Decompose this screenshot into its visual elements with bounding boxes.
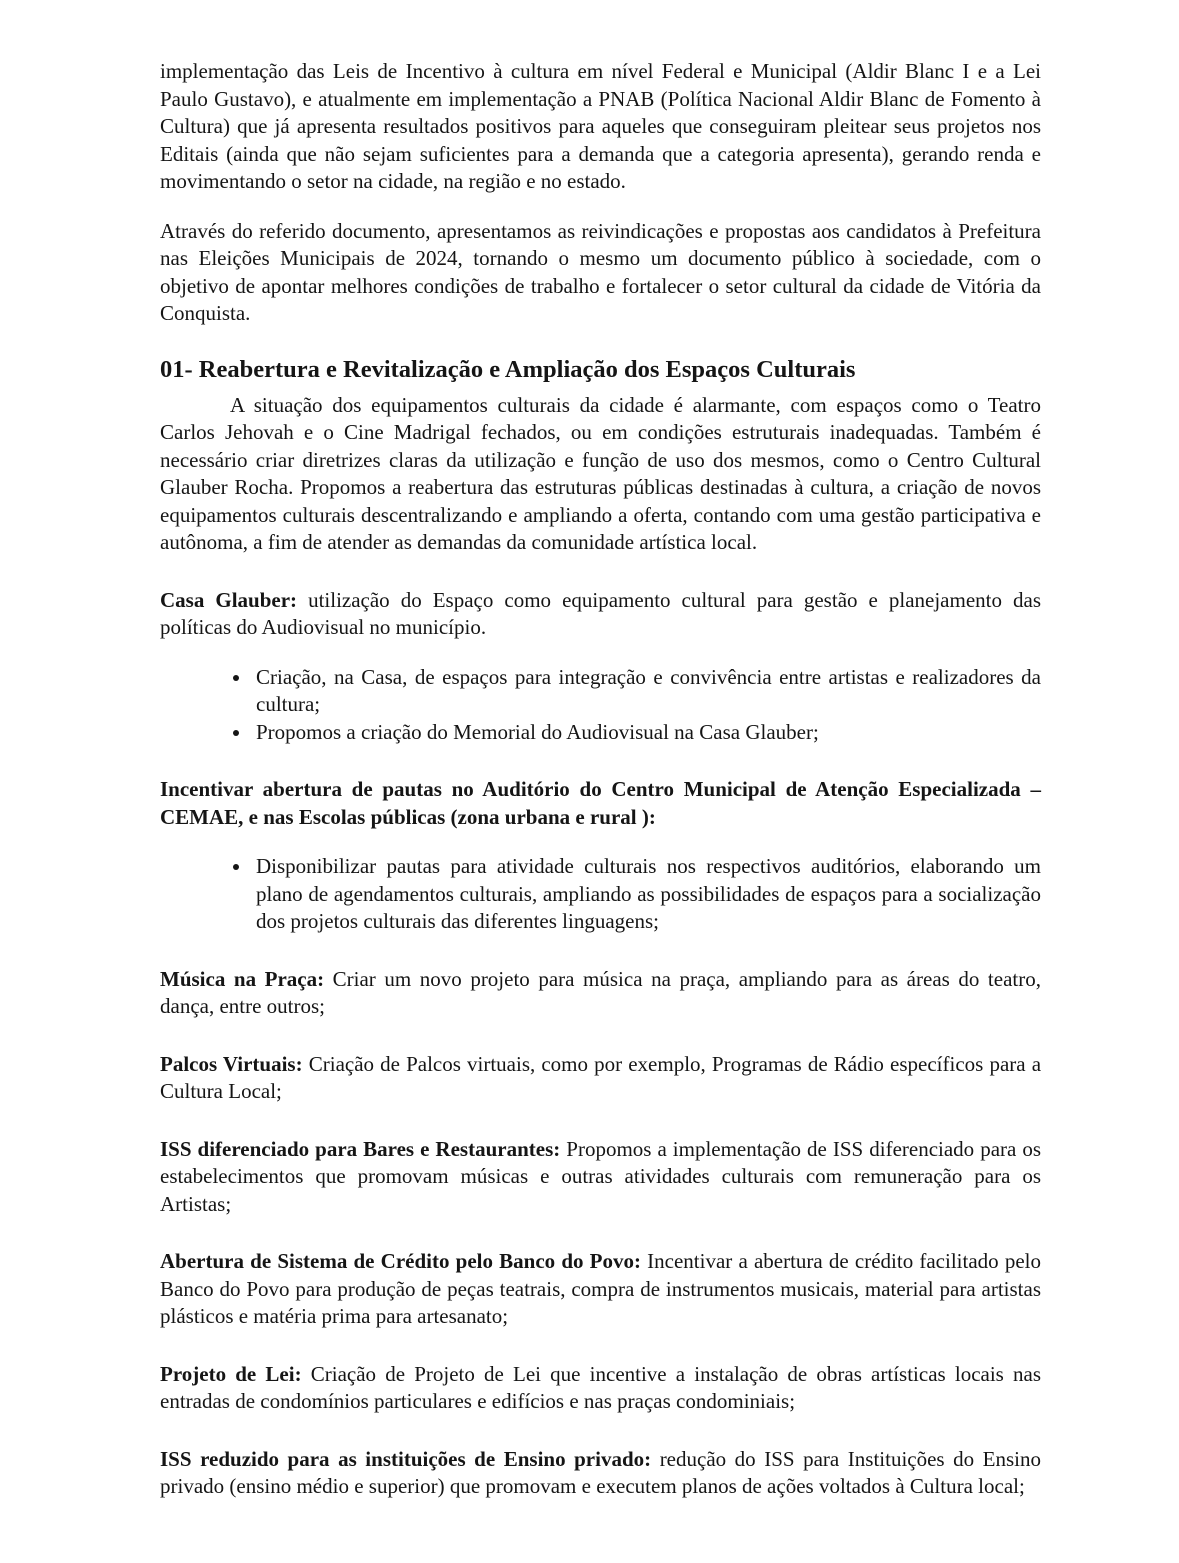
intro-paragraph-2: Através do referido documento, apresentamos as reivindicações e propostas aos candidatos à Prefeitura nas Eleições Municipais de 2024, tornando o mesmo um documento público à sociedade, com o objetivo de apontar melhores condições de trabalho e fortalecer o setor cultural da cidade de Vitória da Conquista. [160,218,1041,325]
item-projeto-de-lei-body: Criação de Projeto de Lei que incentive a instalação de obras artísticas locais nas entradas de condomínios particulares e edifícios e nas praças condominiais; [160,1361,1042,1414]
item-palcos-virtuais-body: Criação de Palcos virtuais, como por exemplo, Programas de Rádio específicos para a Cultura Local; [160,1051,1042,1104]
item-banco-do-povo-body: Incentivar a abertura de crédito facilitado pelo Banco do Povo para produção de peças teatrais, compra de instrumentos musicais, material para artistas plásticos e matéria prima para artesanato; [160,1249,1041,1329]
item-casa-glauber [160,587,1041,642]
bullet-item: • Disponibilizar pautas para atividade culturais nos respectivos auditórios, elaborando um plano de agendamentos culturais, ampliando as possibilidades de espaços para a socialização dos projetos culturais das diferentes linguagens; [252,853,1041,936]
item-projeto-de-lei-lead: Projeto de Lei: [160,1361,302,1386]
item-banco-do-povo [160,1248,1041,1331]
item-casa-glauber-lead: Casa Glauber: [160,587,298,612]
item-cemae-lead: Incentivar abertura de pautas no Auditório do Centro Municipal de Atenção Especializada – CEMAE, e nas Escolas públicas (zona urbana e rural ): [160,777,1041,829]
bullet-item: • Criação, na Casa, de espaços para integração e convivência entre artistas e realizadores da cultura; [252,664,1041,719]
item-iss-reduzido [160,1446,1041,1501]
cemae-bullet-list [160,853,1041,936]
item-palcos-virtuais [160,1051,1041,1106]
bullet-item: • Propomos a criação do Memorial do Audiovisual na Casa Glauber; [252,719,1041,747]
item-iss-reduzido-body: redução do ISS para Instituições do Ensino privado (ensino médio e superior) que promovam e executem planos de ações voltados à Cultura local; [160,1446,1042,1499]
item-projeto-de-lei [160,1361,1041,1416]
item-banco-do-povo-lead: Abertura de Sistema de Crédito pelo Banco do Povo: [160,1249,641,1274]
casa-glauber-bullet-list [160,664,1041,747]
item-musica-na-praca-body: Criar um novo projeto para música na praça, ampliando para as áreas do teatro, dança, entre outros; [160,966,1041,1019]
item-iss-diferenciado [160,1136,1041,1219]
item-musica-na-praca [160,966,1041,1021]
item-iss-reduzido-lead: ISS reduzido para as instituições de Ensino privado: [160,1446,652,1471]
item-cemae [160,776,1041,831]
item-casa-glauber-body: utilização do Espaço como equipamento cultural para gestão e planejamento das políticas do Audiovisual no município. [160,587,1042,640]
intro-paragraph-1: implementação das Leis de Incentivo à cultura em nível Federal e Municipal (Aldir Blanc I e a Lei Paulo Gustavo), e atualmente em implementação a PNAB (Política Nacional Aldir Blanc de Fomento à Cultura) que já apresenta resultados positivos para aqueles que conseguiram pleitear seus projetos nos Editais (ainda que não sejam suficientes para a demanda que a categoria apresenta), gerando renda e movimentando o setor na cidade, na região e no estado. [160,59,1041,193]
item-iss-diferenciado-lead: ISS diferenciado para Bares e Restaurantes: [160,1136,561,1161]
item-musica-na-praca-lead: Música na Praça: [160,966,325,991]
section-01-intro-paragraph: A situação dos equipamentos culturais da cidade é alarmante, com espaços como o Teatro Carlos Jehovah e o Cine Madrigal fechados, ou em condições estruturais inadequadas. Também é necessário criar diretrizes claras da utilização e função de uso dos mesmos, como o Centro Cultural Glauber Rocha. Propomos a reabertura das estruturas públicas destinadas à cultura, a criação de novos equipamentos culturais descentralizando e ampliando a oferta, contando com uma gestão participativa e autônoma, a fim de atender as demandas da comunidade artística local. [160,392,1041,555]
section-01-heading: 01- Reabertura e Revitalização e Ampliação dos Espaços Culturais [160,355,856,383]
item-iss-diferenciado-body: Propomos a implementação de ISS diferenciado para os estabelecimentos que promovam músicas e outras atividades culturais com remuneração para os Artistas; [160,1136,1042,1216]
item-palcos-virtuais-lead: Palcos Virtuais: [160,1051,303,1076]
